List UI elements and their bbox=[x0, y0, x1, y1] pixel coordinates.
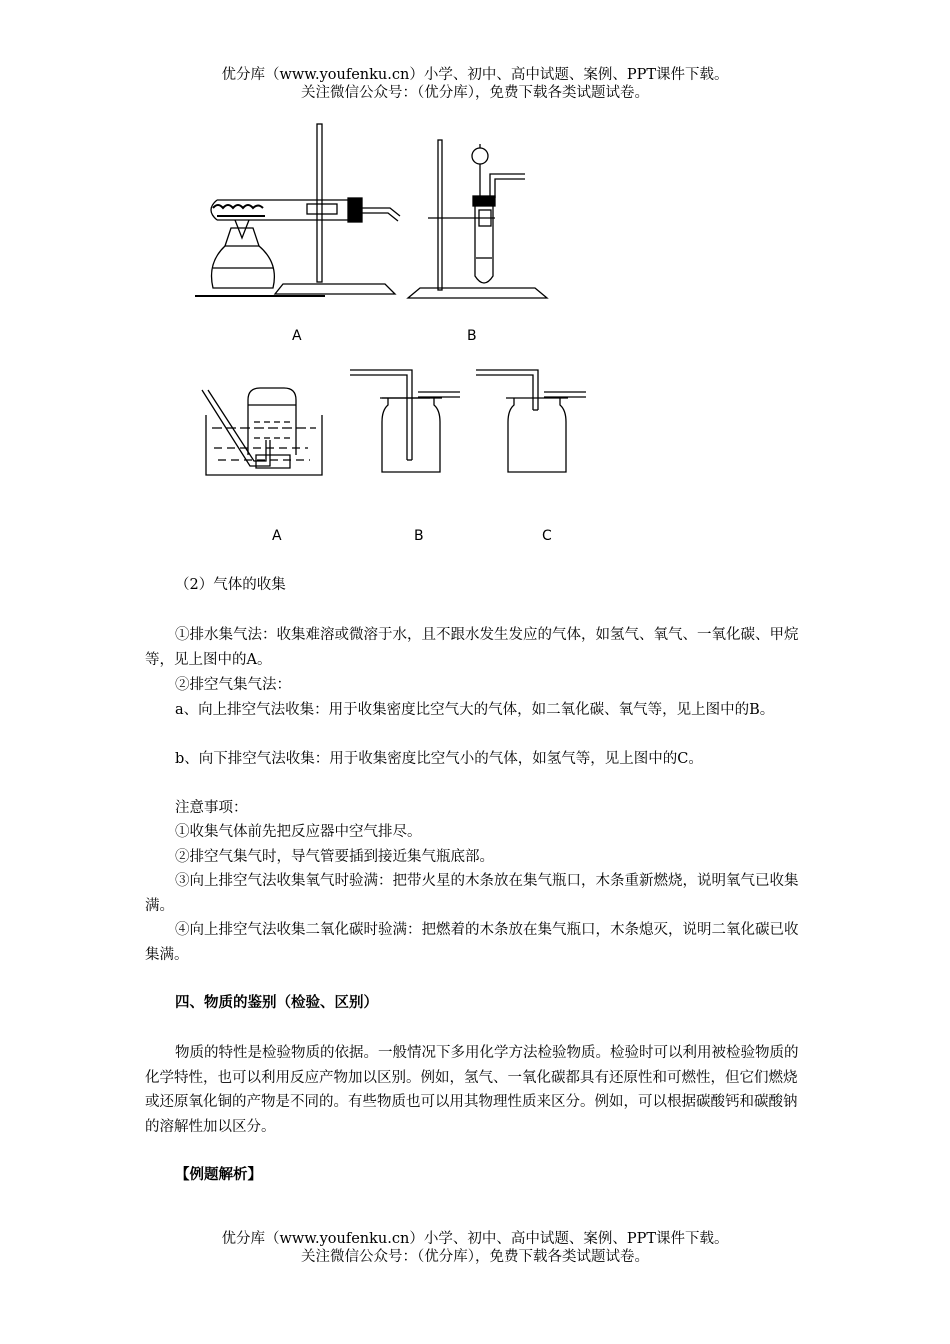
page-header bbox=[0, 66, 950, 102]
downward-method-paragraph: b、向下排空气法收集：用于收集密度比空气小的气体，如氢气等，见上图中的C。 bbox=[175, 751, 703, 767]
identify-paragraph: 物质的特性是检验物质的依据。一般情况下多用化学方法检验物质。检验时可以利用被检验物质的化学特性，也可以利用反应产物加以区别。例如，氢气、一氧化碳都具有还原性和可燃性，但它们燃烧或还原氧化铜的产物是不同的。有些物质也可以用其物理性质来区分。例如，可以根据碳酸钙和碳酸钠的溶解性加以区分。 bbox=[145, 1045, 799, 1135]
note-item-4: ④向上排空气法收集二氧化碳时验满：把燃着的木条放在集气瓶口，木条熄灭，说明二氧化碳已收集满。 bbox=[145, 922, 799, 963]
note-item-3: ③向上排空气法收集氧气时验满：把带火星的木条放在集气瓶口，木条重新燃烧，说明氧气已收集满。 bbox=[145, 873, 799, 914]
gas-generation-apparatus-figure bbox=[195, 118, 565, 303]
collection-b-upward-air bbox=[350, 370, 460, 472]
example-heading: 【例题解析】 bbox=[175, 1166, 262, 1183]
footer-line-1: 优分库（www.youfenku.cn）小学、初中、高中试题、案例、PPT课件下载。 bbox=[221, 1231, 729, 1247]
header-line-1: 优分库（www.youfenku.cn）小学、初中、高中试题、案例、PPT课件下载。 bbox=[221, 67, 729, 83]
collection-a-water-trough bbox=[202, 388, 322, 475]
apparatus-a-heating bbox=[195, 124, 400, 296]
header-line-2: 关注微信公众号：（优分库），免费下载各类试题试卷。 bbox=[301, 85, 649, 101]
apparatus-b-dropping-funnel bbox=[408, 140, 547, 298]
water-method-paragraph: ①排水集气法：收集难溶或微溶于水，且不跟水发生发应的气体，如氢气、氧气、一氧化碳、甲烷等，见上图中的A。 bbox=[145, 627, 799, 668]
figure1-label-b: B bbox=[467, 328, 477, 344]
notes-title: 注意事项： bbox=[175, 800, 248, 816]
figure2-label-a: A bbox=[272, 528, 282, 544]
figure2-label-b: B bbox=[414, 528, 424, 544]
air-method-title: ②排空气集气法： bbox=[175, 677, 291, 693]
gas-collection-figure bbox=[198, 360, 588, 485]
note-item-2: ②排空气集气时，导气管要插到接近集气瓶底部。 bbox=[175, 849, 494, 865]
figure2-label-c: C bbox=[542, 528, 552, 544]
footer-line-2: 关注微信公众号：（优分库），免费下载各类试题试卷。 bbox=[301, 1249, 649, 1265]
note-item-1: ①收集气体前先把反应器中空气排尽。 bbox=[175, 824, 422, 840]
figure1-label-a: A bbox=[292, 328, 302, 344]
collection-c-downward-air bbox=[476, 370, 586, 472]
upward-method-paragraph: a、向上排空气法收集：用于收集密度比空气大的气体，如二氧化碳、氧气等，见上图中的B。 bbox=[175, 702, 775, 718]
identify-section-heading: 四、物质的鉴别（检验、区别） bbox=[175, 994, 378, 1011]
collect-section-title: （2）气体的收集 bbox=[175, 577, 286, 593]
page-footer bbox=[0, 1230, 950, 1266]
